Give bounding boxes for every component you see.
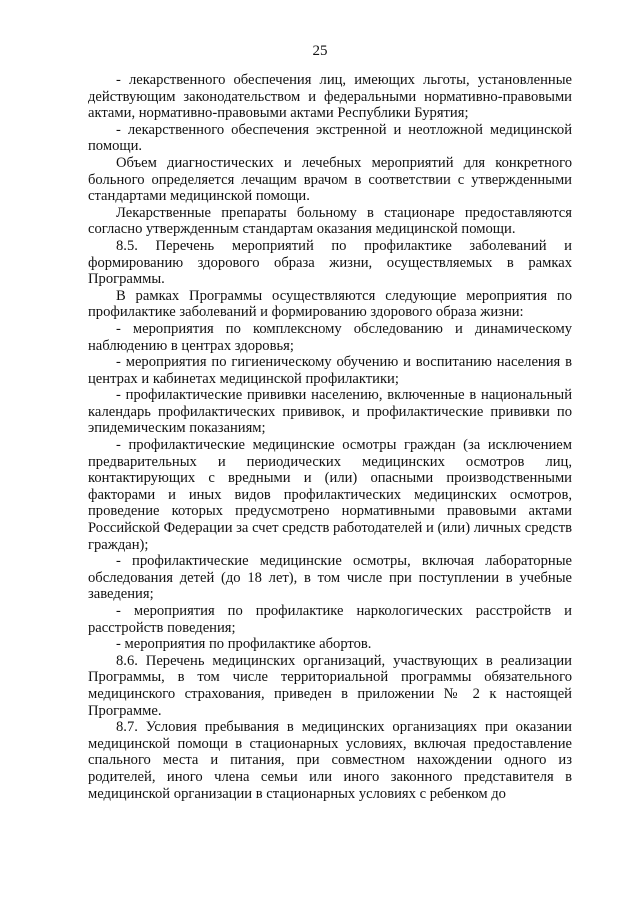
paragraph: В рамках Программы осуществляются следующие мероприятия по профилактике заболеваний и формированию здорового образа жизни: bbox=[88, 287, 572, 321]
list-item: - мероприятия по профилактике наркологических расстройств и расстройств поведения; bbox=[88, 603, 572, 636]
document-body bbox=[88, 72, 572, 802]
section-8-6: 8.6. Перечень медицинских организаций, участвующих в реализации Программы, в том числе территориальной программы обязательного медицинского страхования, приведен в приложении № 2 к настоящей Программе. bbox=[88, 652, 572, 719]
section-heading-8-5: 8.5. Перечень мероприятий по профилактике заболеваний и формированию здорового образа жизни, осуществляемых в рамках Программы. bbox=[88, 237, 572, 288]
list-item: - мероприятия по комплексному обследованию и динамическому наблюдению в центрах здоровья; bbox=[88, 320, 572, 354]
list-item: - мероприятия по профилактике абортов. bbox=[116, 636, 372, 653]
list-item: - профилактические прививки населению, включенные в национальный календарь профилактических прививок, и профилактические прививки по эпидемическим показаниям; bbox=[88, 387, 572, 437]
page-number: 25 bbox=[312, 43, 328, 59]
list-item: - профилактические медицинские осмотры, включая лабораторные обследования детей (до 18 лет), в том числе при поступлении в учебные заведения; bbox=[88, 553, 572, 603]
paragraph: - лекарственного обеспечения экстренной и неотложной медицинской помощи. bbox=[88, 121, 572, 155]
paragraph: Объем диагностических и лечебных мероприятий для конкретного больного определяется лечащим врачом в соответствии с утвержденными стандартами медицинской помощи. bbox=[88, 154, 572, 205]
list-item: - мероприятия по гигиеническому обучению и воспитанию населения в центрах и кабинетах медицинской профилактики; bbox=[88, 354, 572, 387]
paragraph: Лекарственные препараты больному в стационаре предоставляются согласно утвержденным стандартам оказания медицинской помощи. bbox=[88, 204, 572, 238]
paragraph: - лекарственного обеспечения лиц, имеющих льготы, установленные действующим законодательством и федеральными нормативно-правовыми актами, нормативно-правовыми актами Республики Бурятия; bbox=[88, 72, 572, 122]
section-8-7: 8.7. Условия пребывания в медицинских организациях при оказании медицинской помощи в стационарных условиях, включая предоставление спального места и питания, при совместном нахождении одного из родителей, иного члена семьи или иного законного представителя в медицинской организации в стационарных условиях с ребенком до bbox=[88, 719, 572, 802]
list-item: - профилактические медицинские осмотры граждан (за исключением предварительных и периодических медицинских осмотров лиц, контактирующих с вредными и (или) опасными производственными факторами и иных видов профилактических медицинских осмотров, проведение которых предусмотрено нормативными правовыми актами Российской Федерации за счет средств работодателей и (или) личных средств граждан); bbox=[88, 437, 572, 553]
